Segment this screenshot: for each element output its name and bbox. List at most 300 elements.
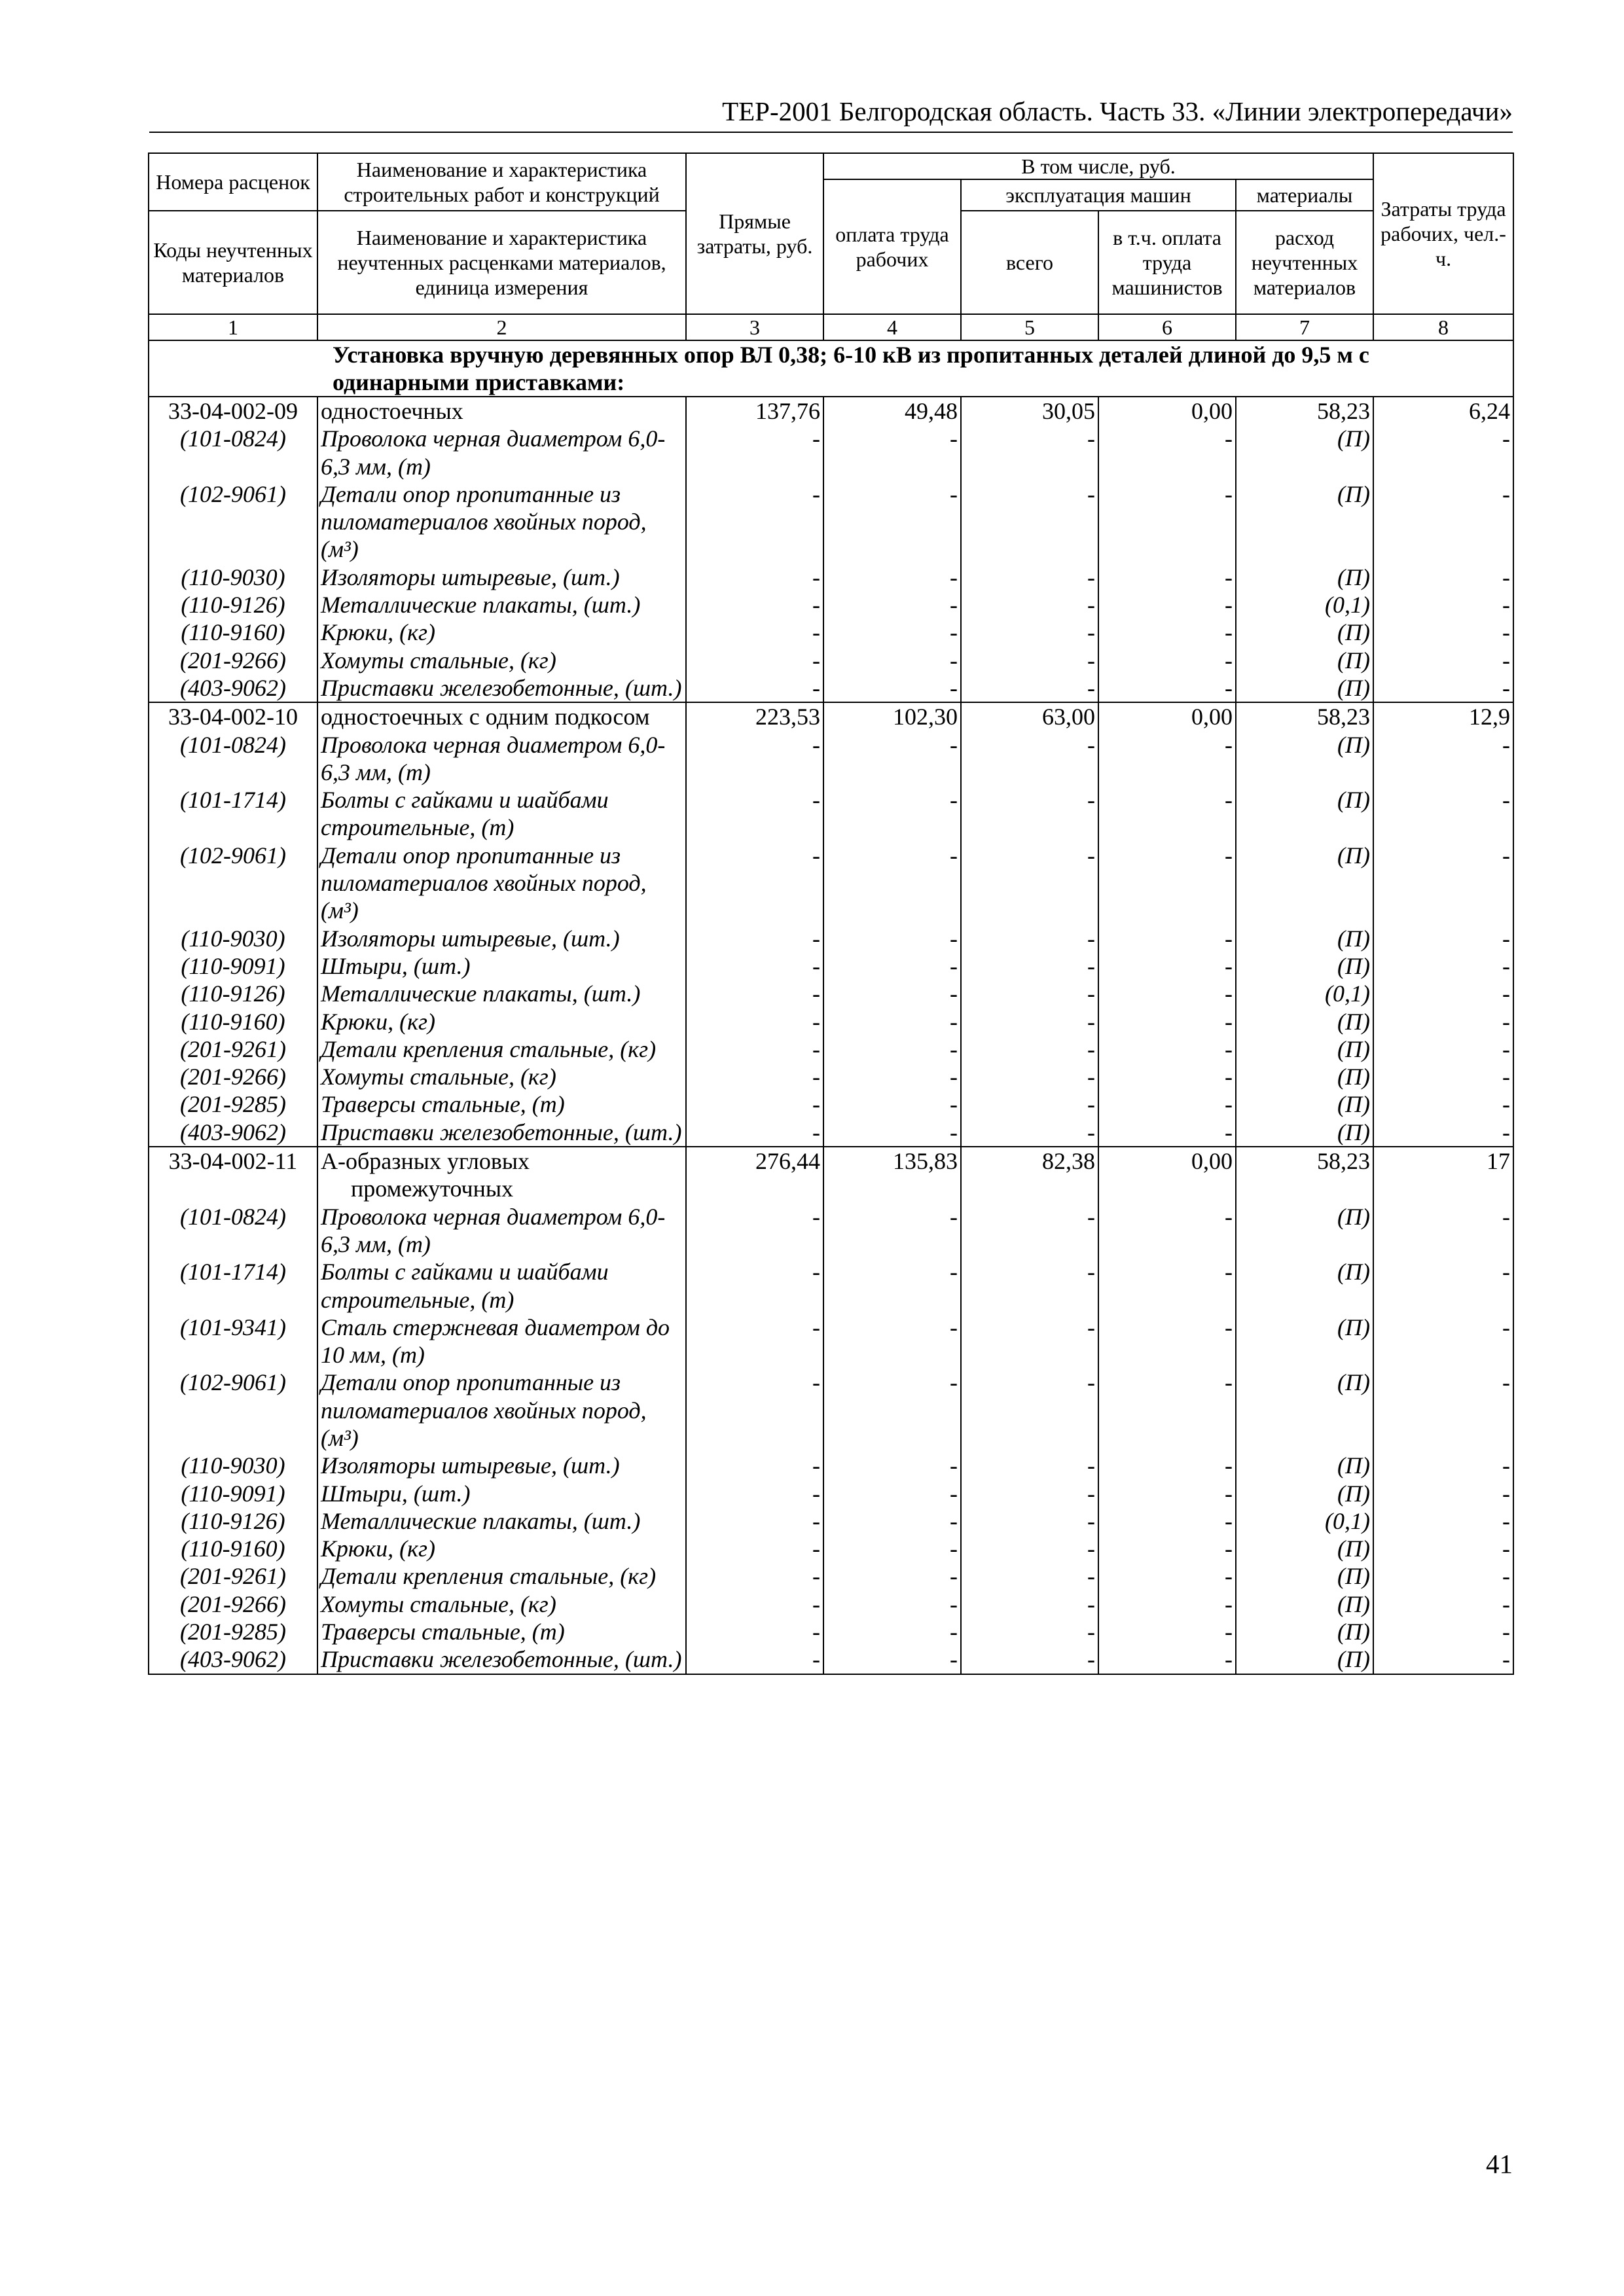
dash-cell: - — [961, 731, 1098, 787]
dash-cell: - — [823, 1008, 961, 1035]
dash-cell: - — [686, 425, 823, 480]
material-row — [149, 842, 1513, 925]
material-code: (110-9160) — [149, 1008, 317, 1035]
material-name: Изоляторы штыревые, (шт.) — [317, 925, 686, 952]
material-row — [149, 1452, 1513, 1479]
material-row — [149, 1369, 1513, 1452]
dash-cell: - — [1373, 1035, 1513, 1063]
dash-cell: - — [1098, 1480, 1236, 1507]
material-consumption: (П) — [1236, 1090, 1373, 1118]
dash-cell: - — [686, 1258, 823, 1314]
machines-total: 82,38 — [961, 1147, 1098, 1203]
dash-cell: - — [823, 952, 961, 980]
material-consumption: (П) — [1236, 1119, 1373, 1147]
dash-cell: - — [1098, 731, 1236, 787]
dash-cell: - — [961, 1452, 1098, 1479]
col-work-name-header: Наименование и характеристика строительных работ и конструкций — [317, 153, 686, 211]
material-code: (102-9061) — [149, 842, 317, 925]
col-machines-total-header: всего — [961, 211, 1098, 314]
dash-cell: - — [1373, 619, 1513, 646]
material-name: Приставки железобетонные, (шт.) — [317, 674, 686, 702]
material-code: (201-9261) — [149, 1035, 317, 1063]
rate-name: одностоечных с одним подкосом — [317, 702, 686, 730]
dash-cell: - — [823, 980, 961, 1007]
material-consumption: (0,1) — [1236, 591, 1373, 619]
material-row — [149, 786, 1513, 842]
material-consumption: (П) — [1236, 1063, 1373, 1090]
dash-cell: - — [1373, 1258, 1513, 1314]
col-rate-numbers-header: Номера расценок — [149, 153, 317, 211]
dash-cell: - — [961, 842, 1098, 925]
material-code: (110-9091) — [149, 1480, 317, 1507]
dash-cell: - — [1373, 674, 1513, 702]
dash-cell: - — [1373, 1119, 1513, 1147]
material-code: (110-9030) — [149, 1452, 317, 1479]
dash-cell: - — [686, 1562, 823, 1590]
dash-cell: - — [1373, 1590, 1513, 1618]
material-code: (101-1714) — [149, 1258, 317, 1314]
dash-cell: - — [1373, 1562, 1513, 1590]
material-row — [149, 591, 1513, 619]
col-unaccounted-codes-header: Коды неучтенных материалов — [149, 211, 317, 314]
column-number: 4 — [823, 314, 961, 340]
rate-code: 33-04-002-11 — [149, 1147, 317, 1203]
dash-cell: - — [1098, 1562, 1236, 1590]
dash-cell: - — [1373, 1452, 1513, 1479]
direct-costs: 223,53 — [686, 702, 823, 730]
col-machinists-pay-header: в т.ч. оплата труда машинистов — [1098, 211, 1236, 314]
rate-code: 33-04-002-09 — [149, 397, 317, 425]
material-row — [149, 647, 1513, 674]
dash-cell: - — [1098, 925, 1236, 952]
dash-cell: - — [1373, 647, 1513, 674]
machinists-pay: 0,00 — [1098, 1147, 1236, 1203]
dash-cell: - — [1373, 1645, 1513, 1674]
material-code: (403-9062) — [149, 1119, 317, 1147]
rate-row — [149, 397, 1513, 425]
including-header: В том числе, руб. — [823, 153, 1373, 179]
material-name: Хомуты стальные, (кг) — [317, 647, 686, 674]
dash-cell: - — [823, 1590, 961, 1618]
dash-cell: - — [686, 786, 823, 842]
material-name: Сталь стержневая диаметром до 10 мм, (т) — [317, 1314, 686, 1369]
dash-cell: - — [823, 1063, 961, 1090]
material-consumption: (П) — [1236, 480, 1373, 564]
dash-cell: - — [686, 619, 823, 646]
column-number: 3 — [686, 314, 823, 340]
material-row — [149, 425, 1513, 480]
material-name: Металлические плакаты, (шт.) — [317, 1507, 686, 1535]
material-name: Детали крепления стальные, (кг) — [317, 1035, 686, 1063]
dash-cell: - — [823, 1480, 961, 1507]
dash-cell: - — [1098, 1035, 1236, 1063]
material-row — [149, 1618, 1513, 1645]
dash-cell: - — [1373, 1203, 1513, 1259]
material-name: Приставки железобетонные, (шт.) — [317, 1119, 686, 1147]
labor-hours: 12,9 — [1373, 702, 1513, 730]
materials-cost: 58,23 — [1236, 702, 1373, 730]
column-numbers-row — [149, 314, 1513, 340]
rate-row — [149, 1147, 1513, 1203]
dash-cell: - — [1373, 731, 1513, 787]
material-name: Штыри, (шт.) — [317, 1480, 686, 1507]
material-code: (101-0824) — [149, 1203, 317, 1259]
material-consumption: (0,1) — [1236, 1507, 1373, 1535]
material-row — [149, 1590, 1513, 1618]
dash-cell: - — [1373, 425, 1513, 480]
dash-cell: - — [823, 1507, 961, 1535]
column-number: 7 — [1236, 314, 1373, 340]
material-row — [149, 731, 1513, 787]
dash-cell: - — [823, 564, 961, 591]
material-name: Крюки, (кг) — [317, 619, 686, 646]
dash-cell: - — [1098, 674, 1236, 702]
material-consumption: (П) — [1236, 1369, 1373, 1452]
material-consumption: (П) — [1236, 952, 1373, 980]
material-consumption: (П) — [1236, 842, 1373, 925]
page-number: 41 — [1486, 2149, 1513, 2179]
dash-cell: - — [1098, 1507, 1236, 1535]
dash-cell: - — [1373, 1369, 1513, 1452]
dash-cell: - — [823, 731, 961, 787]
material-row — [149, 925, 1513, 952]
dash-cell: - — [686, 647, 823, 674]
material-code: (201-9266) — [149, 1063, 317, 1090]
material-name: Металлические плакаты, (шт.) — [317, 591, 686, 619]
material-name: Хомуты стальные, (кг) — [317, 1063, 686, 1090]
material-consumption: (П) — [1236, 731, 1373, 787]
labor-hours: 17 — [1373, 1147, 1513, 1203]
material-name: Траверсы стальные, (т) — [317, 1618, 686, 1645]
material-code: (101-1714) — [149, 786, 317, 842]
dash-cell: - — [961, 564, 1098, 591]
material-code: (403-9062) — [149, 674, 317, 702]
dash-cell: - — [1098, 591, 1236, 619]
rate-code: 33-04-002-10 — [149, 702, 317, 730]
material-consumption: (П) — [1236, 1618, 1373, 1645]
column-number: 8 — [1373, 314, 1513, 340]
dash-cell: - — [1098, 1618, 1236, 1645]
dash-cell: - — [1098, 1369, 1236, 1452]
material-consumption: (П) — [1236, 1314, 1373, 1369]
dash-cell: - — [961, 1507, 1098, 1535]
material-name: Траверсы стальные, (т) — [317, 1090, 686, 1118]
material-row — [149, 1063, 1513, 1090]
dash-cell: - — [1098, 1452, 1236, 1479]
materials-header: материалы — [1236, 179, 1373, 211]
dash-cell: - — [823, 1562, 961, 1590]
labor-pay: 102,30 — [823, 702, 961, 730]
dash-cell: - — [961, 1119, 1098, 1147]
material-row — [149, 1203, 1513, 1259]
dash-cell: - — [1098, 1535, 1236, 1562]
dash-cell: - — [1098, 1590, 1236, 1618]
material-row — [149, 1008, 1513, 1035]
dash-cell: - — [961, 1314, 1098, 1369]
dash-cell: - — [1098, 980, 1236, 1007]
machinists-pay: 0,00 — [1098, 397, 1236, 425]
dash-cell: - — [686, 480, 823, 564]
dash-cell: - — [1098, 1645, 1236, 1674]
dash-cell: - — [686, 952, 823, 980]
labor-pay: 49,48 — [823, 397, 961, 425]
material-row — [149, 1507, 1513, 1535]
material-name: Приставки железобетонные, (шт.) — [317, 1645, 686, 1674]
material-code: (101-0824) — [149, 425, 317, 480]
dash-cell: - — [686, 1452, 823, 1479]
material-row — [149, 674, 1513, 702]
machinists-pay: 0,00 — [1098, 702, 1236, 730]
material-name: Проволока черная диаметром 6,0-6,3 мм, (т) — [317, 731, 686, 787]
material-code: (110-9030) — [149, 925, 317, 952]
dash-cell: - — [686, 591, 823, 619]
dash-cell: - — [1373, 591, 1513, 619]
material-row — [149, 952, 1513, 980]
material-row — [149, 1480, 1513, 1507]
table-body — [149, 340, 1513, 1674]
dash-cell: - — [961, 1645, 1098, 1674]
dash-cell: - — [686, 1590, 823, 1618]
dash-cell: - — [1098, 1063, 1236, 1090]
dash-cell: - — [686, 1035, 823, 1063]
material-row — [149, 980, 1513, 1007]
dash-cell: - — [823, 1119, 961, 1147]
dash-cell: - — [823, 1203, 961, 1259]
dash-cell: - — [961, 1480, 1098, 1507]
column-number: 6 — [1098, 314, 1236, 340]
dash-cell: - — [961, 1369, 1098, 1452]
material-consumption: (П) — [1236, 925, 1373, 952]
direct-costs: 276,44 — [686, 1147, 823, 1203]
dash-cell: - — [823, 1369, 961, 1452]
material-row — [149, 1035, 1513, 1063]
material-row — [149, 1314, 1513, 1369]
material-consumption: (П) — [1236, 564, 1373, 591]
material-name: Изоляторы штыревые, (шт.) — [317, 564, 686, 591]
material-name: Крюки, (кг) — [317, 1535, 686, 1562]
dash-cell: - — [1373, 480, 1513, 564]
dash-cell: - — [961, 1203, 1098, 1259]
material-name: Болты с гайками и шайбами строительные, (т) — [317, 1258, 686, 1314]
material-consumption: (П) — [1236, 1203, 1373, 1259]
material-code: (110-9160) — [149, 1535, 317, 1562]
dash-cell: - — [823, 1452, 961, 1479]
material-consumption: (П) — [1236, 619, 1373, 646]
material-consumption: (П) — [1236, 1535, 1373, 1562]
dash-cell: - — [1098, 1090, 1236, 1118]
running-header: ТЕР-2001 Белгородская область. Часть 33. «Линии электропередачи» — [149, 95, 1513, 133]
material-code: (101-0824) — [149, 731, 317, 787]
material-name: Изоляторы штыревые, (шт.) — [317, 1452, 686, 1479]
material-name: Штыри, (шт.) — [317, 952, 686, 980]
material-consumption: (П) — [1236, 1008, 1373, 1035]
dash-cell: - — [686, 1314, 823, 1369]
dash-cell: - — [1373, 952, 1513, 980]
material-code: (110-9126) — [149, 980, 317, 1007]
dash-cell: - — [961, 1090, 1098, 1118]
material-consumption: (П) — [1236, 647, 1373, 674]
material-row — [149, 619, 1513, 646]
material-consumption: (П) — [1236, 1562, 1373, 1590]
dash-cell: - — [686, 564, 823, 591]
dash-cell: - — [1373, 1618, 1513, 1645]
dash-cell: - — [1098, 1008, 1236, 1035]
dash-cell: - — [961, 1063, 1098, 1090]
dash-cell: - — [686, 1090, 823, 1118]
material-code: (110-9091) — [149, 952, 317, 980]
dash-cell: - — [1373, 786, 1513, 842]
dash-cell: - — [1098, 564, 1236, 591]
dash-cell: - — [686, 925, 823, 952]
dash-cell: - — [961, 425, 1098, 480]
dash-cell: - — [823, 786, 961, 842]
rate-row — [149, 702, 1513, 730]
col-labor-pay-header: оплата труда рабочих — [823, 179, 961, 314]
material-name: Детали крепления стальные, (кг) — [317, 1562, 686, 1590]
dash-cell: - — [823, 1035, 961, 1063]
dash-cell: - — [961, 925, 1098, 952]
rates-table-wrapper — [148, 152, 1513, 1675]
material-row — [149, 480, 1513, 564]
material-code: (110-9126) — [149, 1507, 317, 1535]
dash-cell: - — [961, 1258, 1098, 1314]
dash-cell: - — [823, 674, 961, 702]
dash-cell: - — [961, 647, 1098, 674]
dash-cell: - — [961, 591, 1098, 619]
dash-cell: - — [686, 1480, 823, 1507]
material-name: Болты с гайками и шайбами строительные, (т) — [317, 786, 686, 842]
material-name: Хомуты стальные, (кг) — [317, 1590, 686, 1618]
material-code: (110-9160) — [149, 619, 317, 646]
material-consumption: (П) — [1236, 1590, 1373, 1618]
dash-cell: - — [1098, 952, 1236, 980]
dash-cell: - — [1373, 1063, 1513, 1090]
dash-cell: - — [823, 842, 961, 925]
material-code: (201-9266) — [149, 1590, 317, 1618]
dash-cell: - — [823, 1535, 961, 1562]
material-row — [149, 1090, 1513, 1118]
dash-cell: - — [823, 1258, 961, 1314]
material-row — [149, 1645, 1513, 1674]
dash-cell: - — [961, 980, 1098, 1007]
material-consumption: (П) — [1236, 1480, 1373, 1507]
col-unaccounted-consumption-header: расход неучтенных материалов — [1236, 211, 1373, 314]
dash-cell: - — [823, 591, 961, 619]
dash-cell: - — [1373, 842, 1513, 925]
material-consumption: (П) — [1236, 1452, 1373, 1479]
material-code: (110-9030) — [149, 564, 317, 591]
dash-cell: - — [961, 619, 1098, 646]
dash-cell: - — [1098, 1119, 1236, 1147]
dash-cell: - — [1373, 1480, 1513, 1507]
material-name: Детали опор пропитанные из пиломатериалов хвойных пород, (м³) — [317, 842, 686, 925]
dash-cell: - — [823, 1314, 961, 1369]
dash-cell: - — [1373, 1008, 1513, 1035]
material-code: (201-9261) — [149, 1562, 317, 1590]
dash-cell: - — [1098, 1203, 1236, 1259]
col-labor-hours-header: Затраты труда рабочих, чел.-ч. — [1373, 153, 1513, 314]
dash-cell: - — [961, 1618, 1098, 1645]
dash-cell: - — [686, 1203, 823, 1259]
dash-cell: - — [686, 1119, 823, 1147]
material-consumption: (П) — [1236, 1258, 1373, 1314]
dash-cell: - — [1098, 786, 1236, 842]
rate-name: А-образных угловых промежуточных — [317, 1147, 686, 1203]
material-consumption: (П) — [1236, 425, 1373, 480]
material-code: (201-9285) — [149, 1090, 317, 1118]
dash-cell: - — [961, 1590, 1098, 1618]
column-number: 1 — [149, 314, 317, 340]
material-name: Металлические плакаты, (шт.) — [317, 980, 686, 1007]
dash-cell: - — [1098, 425, 1236, 480]
dash-cell: - — [961, 1562, 1098, 1590]
dash-cell: - — [823, 1090, 961, 1118]
material-row — [149, 1562, 1513, 1590]
material-code: (201-9266) — [149, 647, 317, 674]
dash-cell: - — [1098, 1258, 1236, 1314]
dash-cell: - — [823, 647, 961, 674]
material-code: (102-9061) — [149, 1369, 317, 1452]
materials-cost: 58,23 — [1236, 397, 1373, 425]
dash-cell: - — [1373, 1507, 1513, 1535]
labor-hours: 6,24 — [1373, 397, 1513, 425]
dash-cell: - — [961, 1535, 1098, 1562]
dash-cell: - — [1373, 925, 1513, 952]
material-name: Проволока черная диаметром 6,0-6,3 мм, (т) — [317, 425, 686, 480]
material-code: (102-9061) — [149, 480, 317, 564]
dash-cell: - — [1098, 842, 1236, 925]
material-name: Детали опор пропитанные из пиломатериалов хвойных пород, (м³) — [317, 480, 686, 564]
dash-cell: - — [961, 786, 1098, 842]
material-consumption: (П) — [1236, 1035, 1373, 1063]
dash-cell: - — [686, 1645, 823, 1674]
column-number: 2 — [317, 314, 686, 340]
dash-cell: - — [686, 1063, 823, 1090]
col-direct-costs-header: Прямые затраты, руб. — [686, 153, 823, 314]
material-name: Проволока черная диаметром 6,0-6,3 мм, (т) — [317, 1203, 686, 1259]
dash-cell: - — [1373, 1314, 1513, 1369]
dash-cell: - — [961, 1008, 1098, 1035]
dash-cell: - — [961, 952, 1098, 980]
column-number: 5 — [961, 314, 1098, 340]
machines-total: 63,00 — [961, 702, 1098, 730]
dash-cell: - — [961, 1035, 1098, 1063]
material-code: (403-9062) — [149, 1645, 317, 1674]
dash-cell: - — [961, 674, 1098, 702]
col-unaccounted-names-header: Наименование и характеристика неучтенных расценками материалов, единица измерения — [317, 211, 686, 314]
dash-cell: - — [686, 1507, 823, 1535]
dash-cell: - — [961, 480, 1098, 564]
dash-cell: - — [686, 1535, 823, 1562]
dash-cell: - — [1373, 1090, 1513, 1118]
dash-cell: - — [1098, 1314, 1236, 1369]
dash-cell: - — [1098, 480, 1236, 564]
dash-cell: - — [1098, 647, 1236, 674]
material-consumption: (П) — [1236, 674, 1373, 702]
dash-cell: - — [1373, 564, 1513, 591]
dash-cell: - — [823, 1618, 961, 1645]
material-code: (101-9341) — [149, 1314, 317, 1369]
machines-header: эксплуатация машин — [961, 179, 1236, 211]
material-row — [149, 1535, 1513, 1562]
dash-cell: - — [686, 674, 823, 702]
dash-cell: - — [1098, 619, 1236, 646]
material-consumption: (0,1) — [1236, 980, 1373, 1007]
machines-total: 30,05 — [961, 397, 1098, 425]
rate-name: одностоечных — [317, 397, 686, 425]
dash-cell: - — [1373, 980, 1513, 1007]
dash-cell: - — [823, 1645, 961, 1674]
